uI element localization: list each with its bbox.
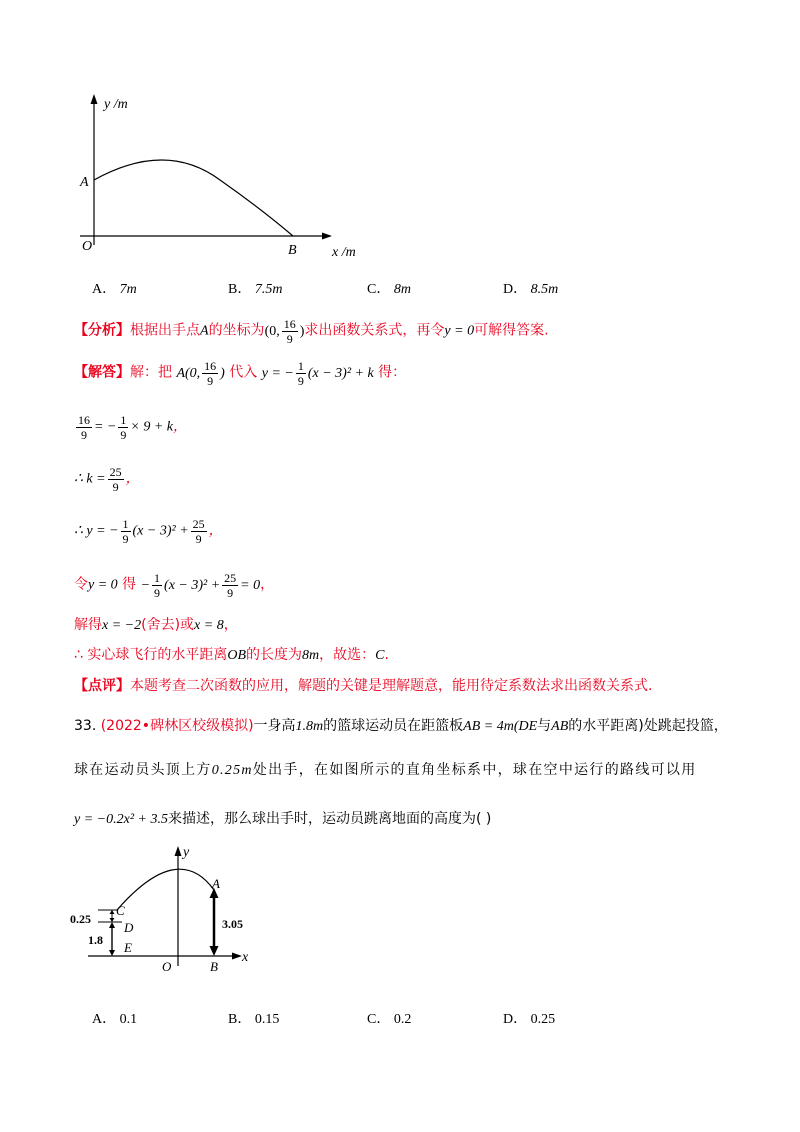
fig2-a: A <box>212 876 220 891</box>
question-33-line-1: 33. (2022•碑林区校级模拟)一身高1.8m的篮球运动员在距篮板AB = 4m(DE与AB的水平距离)处跳起投篮， <box>74 718 728 734</box>
question-33-line-3: y = −0.2x² + 3.5来描述，那么球出手时，运动员跳离地面的高度为( ) <box>74 811 492 827</box>
fig1-point-b: B <box>288 243 297 258</box>
fig1-point-a: A <box>80 175 89 190</box>
fig2-e: E <box>124 940 132 955</box>
solution-conclusion: ∴ 实心球飞行的水平距离OB的长度为8m，故选：C. <box>74 647 389 663</box>
fig2-origin: O <box>162 959 172 974</box>
option-c-q32[interactable]: C． 8m <box>367 282 411 297</box>
option-b-q32[interactable]: B． 7.5m <box>228 282 283 297</box>
fig2-y-label: y <box>183 845 190 860</box>
solution-eq-1: $\frac{16}{9}$ = − $\frac{1}{9}$ × 9 + k， <box>78 413 188 442</box>
fig2-v305: 3.05 <box>222 917 243 931</box>
fig2-v18: 1.8 <box>88 933 103 947</box>
fig2-c: C <box>116 903 125 918</box>
fig2-v025: 0.25 <box>70 912 91 926</box>
figure-2-basketball <box>70 840 270 980</box>
figure-1-parabola <box>70 90 370 260</box>
option-c-q33[interactable]: C． 0.2 <box>367 1012 412 1027</box>
fig1-x-label: x /m <box>332 245 356 260</box>
solution-eq-let: 令y = 0 得 − $\frac{1}{9}$ (x − 3)² + $\frac{25}{9}$ = 0， <box>74 571 275 600</box>
option-a-q32[interactable]: A． 7m <box>92 282 137 297</box>
solution-line-1: 【解答】解：把 A(0, $\frac{16}{9}$ ) 代入 y = − $\frac{1}{9}$ (x − 3)² + k 得： <box>74 359 407 388</box>
option-d-q32[interactable]: D． 8.5m <box>503 282 559 297</box>
fig2-x-label: x <box>242 950 249 965</box>
solution-eq-y: ∴ y = − $\frac{1}{9}$ (x − 3)² + $\frac{25}{9}$ ， <box>74 517 223 546</box>
solution-eq-k: ∴ k = $\frac{25}{9}$ ， <box>74 465 140 494</box>
fig2-b: B <box>210 959 218 974</box>
fig1-origin: O <box>82 239 93 254</box>
analysis-line: 【分析】根据出手点A的坐标为(0, $\frac{16}{9}$ )求出函数关系式，再令y = 0可解得答案. <box>74 317 549 346</box>
question-33-line-2: 球在运动员头顶上方0.25m处出手，在如图所示的直角坐标系中，球在空中运行的路线可以用 <box>74 762 697 778</box>
option-a-q33[interactable]: A． 0.1 <box>92 1012 138 1027</box>
fig1-y-label: y /m <box>104 97 128 112</box>
solution-roots: 解得x = −2(舍去)或x = 8， <box>74 617 238 633</box>
fig2-d: D <box>124 920 134 935</box>
comment-line: 【点评】本题考查二次函数的应用，解题的关键是理解题意，能用待定系数法求出函数关系式. <box>74 678 653 694</box>
option-d-q33[interactable]: D． 0.25 <box>503 1012 556 1027</box>
option-b-q33[interactable]: B． 0.15 <box>228 1012 280 1027</box>
